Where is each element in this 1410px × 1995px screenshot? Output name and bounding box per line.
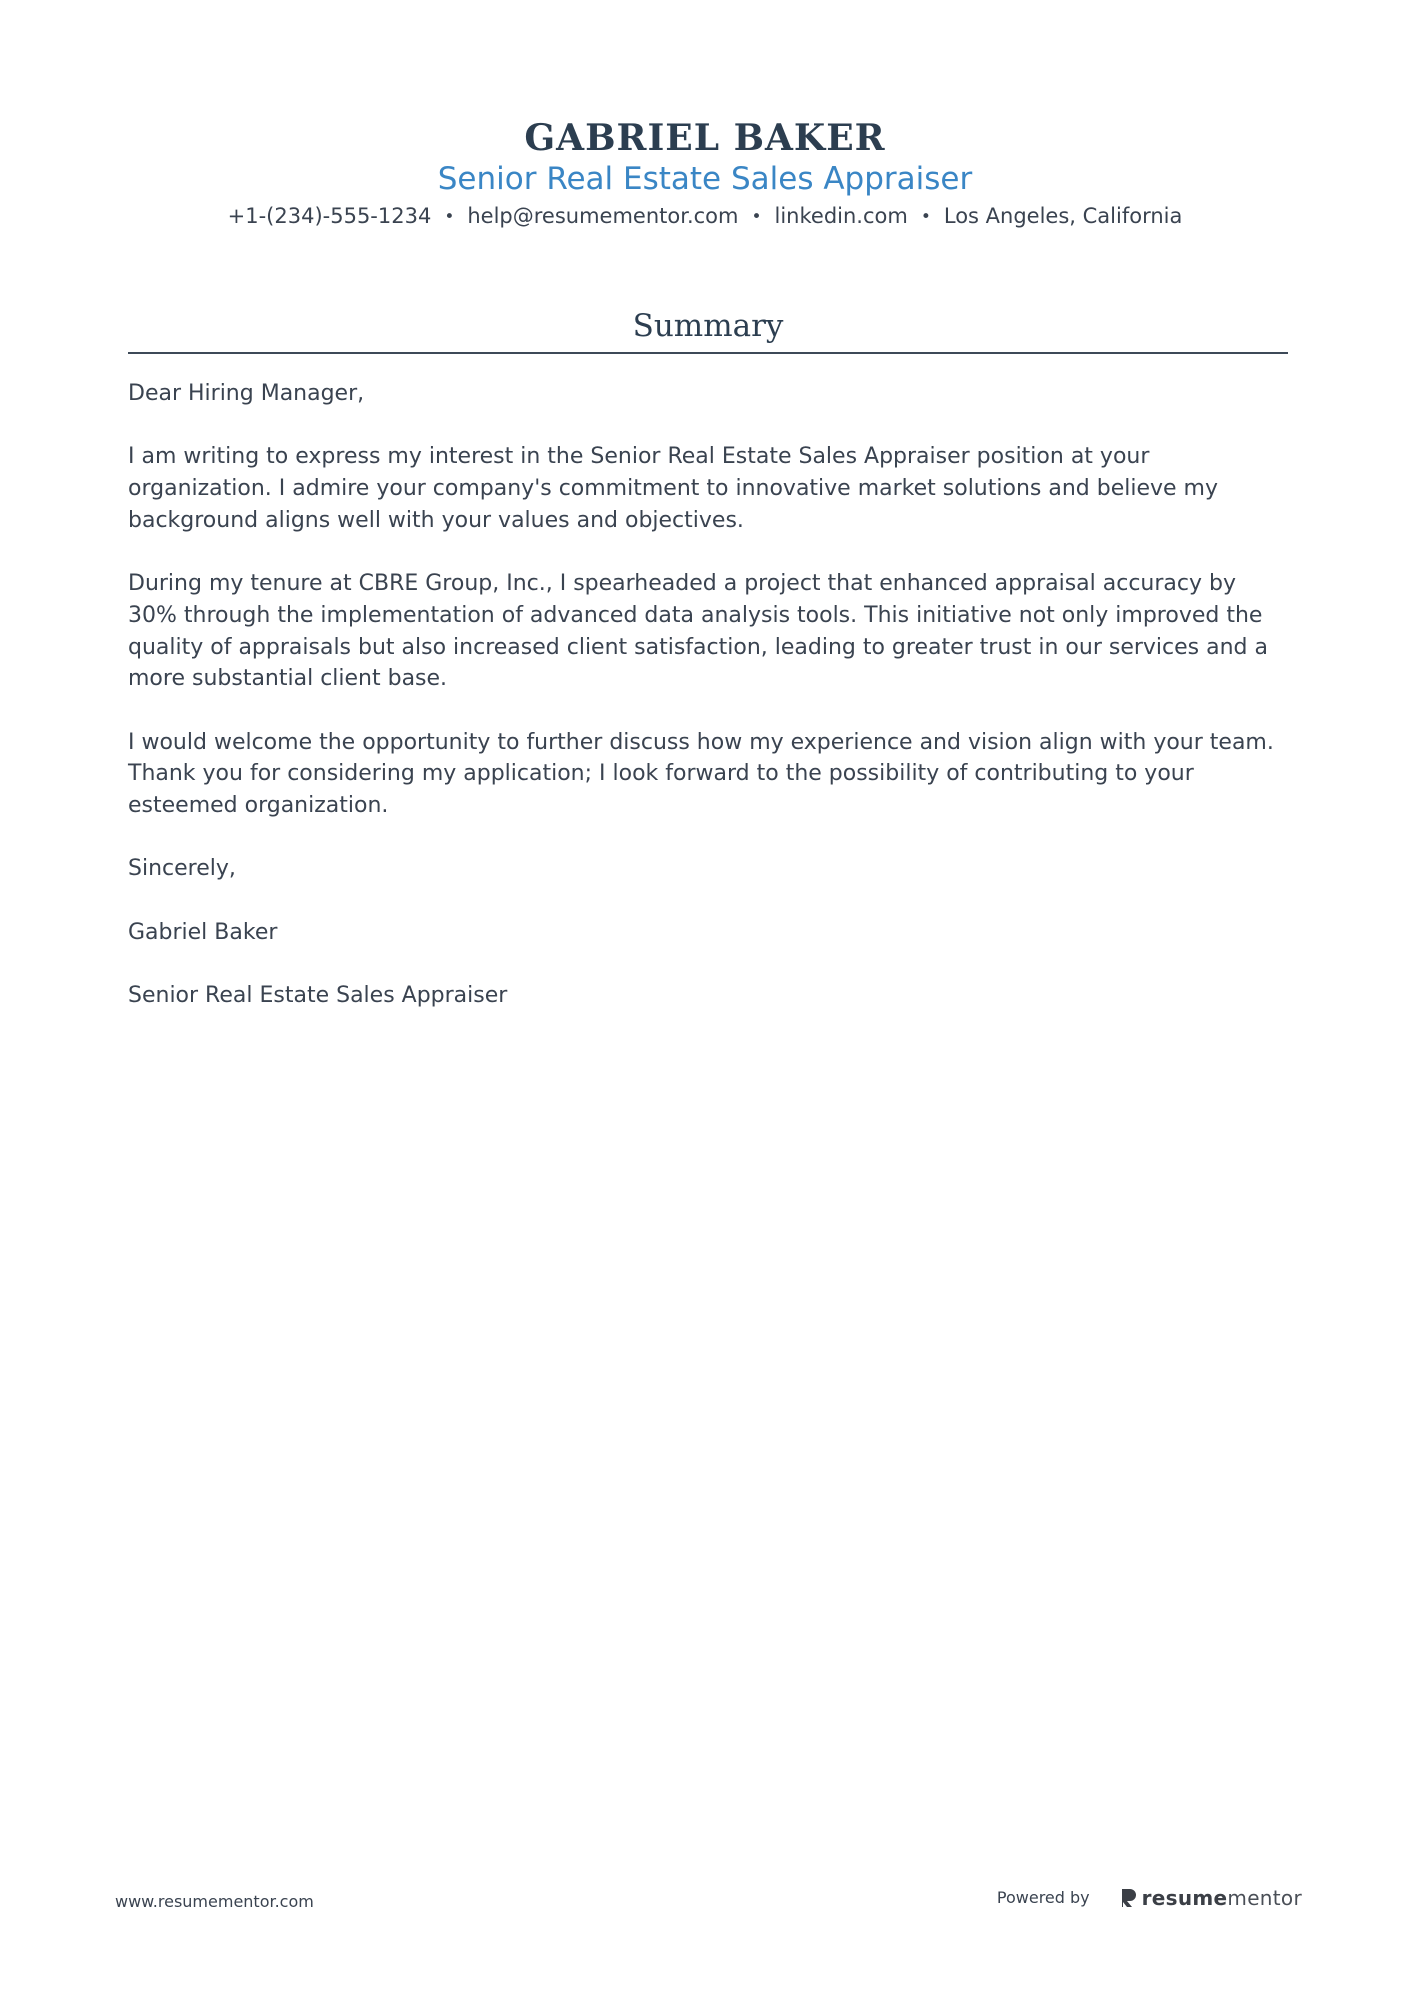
- letter-greeting: Dear Hiring Manager,: [128, 381, 365, 406]
- resumementor-logo-icon: [1120, 1887, 1138, 1909]
- letter-body: [128, 378, 1288, 1044]
- contact-linkedin[interactable]: linkedin.com: [774, 204, 908, 228]
- signature-title: Senior Real Estate Sales Appraiser: [128, 983, 508, 1009]
- logo-wordmark-bold: resume: [1141, 1886, 1228, 1910]
- letter-paragraph: During my tenure at CBRE Group, Inc., I spearheaded a project that enhanced appraisal accuracy by 30% through the implementation of advanced data analysis tools. This initiative not only improved the quality of appraisals but also increased client satisfaction, leading to greater trust in our services and a more substantial client base.: [128, 571, 1268, 692]
- contact-line: [0, 200, 1410, 233]
- contact-separator: •: [751, 207, 762, 227]
- contact-location: Los Angeles, California: [943, 204, 1183, 228]
- logo-wordmark: [1142, 1886, 1302, 1910]
- letter-paragraph: I am writing to express my interest in the Senior Real Estate Sales Appraiser position at your organization. I admire your company's commitment to innovative market solutions and believe my background aligns well with your values and objectives.: [128, 444, 1218, 533]
- signature-name: Gabriel Baker: [128, 919, 278, 945]
- section-divider: [128, 352, 1288, 354]
- applicant-name: GABRIEL BAKER: [524, 117, 886, 159]
- logo-wordmark-regular: mentor: [1227, 1886, 1302, 1910]
- letter-paragraph: I would welcome the opportunity to further discuss how my experience and vision align with your team. Thank you for considering my application; I look forward to the possibility of contributing to your esteemed organization.: [128, 729, 1274, 819]
- contact-separator: •: [920, 207, 931, 227]
- section-title: Summary: [632, 308, 784, 344]
- footer-website[interactable]: www.resumementor.com: [115, 1892, 314, 1911]
- letter-closing: Sincerely,: [128, 856, 236, 882]
- applicant-role: Senior Real Estate Sales Appraiser: [437, 161, 973, 197]
- contact-phone: +1-(234)-555-1234: [227, 204, 432, 228]
- contact-email[interactable]: help@resumementor.com: [467, 204, 739, 228]
- contact-separator: •: [444, 207, 455, 227]
- letter-header: [0, 112, 1410, 233]
- footer-branding: [997, 1886, 1302, 1910]
- resumementor-logo[interactable]: [1120, 1886, 1302, 1910]
- powered-by-label: Powered by: [996, 1888, 1090, 1907]
